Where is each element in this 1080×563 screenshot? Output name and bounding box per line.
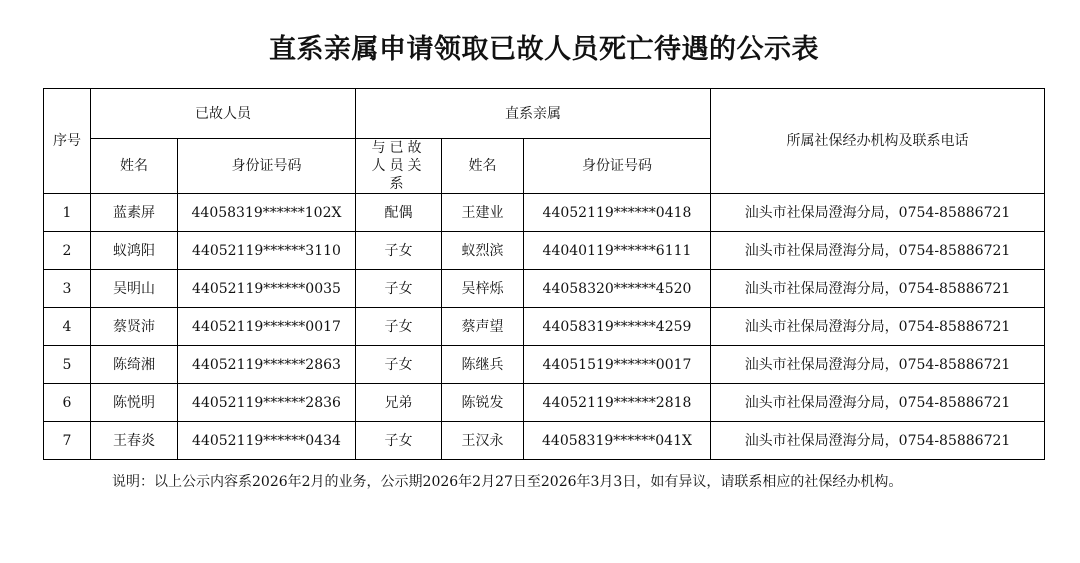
cell-seq: 1	[44, 194, 91, 232]
cell-relative-id: 44052119******2818	[524, 384, 711, 422]
cell-relation: 子女	[356, 308, 442, 346]
cell-deceased-id: 44052119******3110	[178, 232, 356, 270]
cell-relative-name: 陈锐发	[442, 384, 524, 422]
header-row-1	[44, 89, 1045, 139]
cell-agency: 汕头市社保局澄海分局，0754-85886721	[711, 384, 1045, 422]
table-row	[44, 270, 1045, 308]
cell-deceased-id: 44052119******0434	[178, 422, 356, 460]
cell-seq: 4	[44, 308, 91, 346]
cell-relation: 子女	[356, 346, 442, 384]
header-deceased-group: 已故人员	[91, 89, 356, 139]
cell-agency: 汕头市社保局澄海分局，0754-85886721	[711, 346, 1045, 384]
cell-deceased-name: 蓝素屏	[91, 194, 178, 232]
cell-deceased-name: 陈悦明	[91, 384, 178, 422]
table-row	[44, 346, 1045, 384]
cell-relative-name: 蚁烈滨	[442, 232, 524, 270]
cell-relation: 子女	[356, 270, 442, 308]
cell-relative-name: 吴梓烁	[442, 270, 524, 308]
cell-seq: 3	[44, 270, 91, 308]
cell-deceased-id: 44052119******0035	[178, 270, 356, 308]
cell-relative-id: 44051519******0017	[524, 346, 711, 384]
cell-relation: 子女	[356, 232, 442, 270]
table-row	[44, 194, 1045, 232]
cell-relative-id: 44058319******041X	[524, 422, 711, 460]
cell-agency: 汕头市社保局澄海分局，0754-85886721	[711, 422, 1045, 460]
cell-deceased-name: 陈绮湘	[91, 346, 178, 384]
cell-relative-name: 王汉永	[442, 422, 524, 460]
cell-seq: 6	[44, 384, 91, 422]
header-seq: 序号	[44, 89, 91, 194]
cell-deceased-id: 44058319******102X	[178, 194, 356, 232]
cell-relative-id: 44040119******6111	[524, 232, 711, 270]
header-relative-id: 身份证号码	[524, 139, 711, 194]
cell-deceased-name: 吴明山	[91, 270, 178, 308]
header-relative-name: 姓名	[442, 139, 524, 194]
cell-agency: 汕头市社保局澄海分局，0754-85886721	[711, 194, 1045, 232]
table-row	[44, 422, 1045, 460]
cell-agency: 汕头市社保局澄海分局，0754-85886721	[711, 232, 1045, 270]
cell-deceased-name: 王春炎	[91, 422, 178, 460]
header-relation	[356, 139, 442, 194]
header-deceased-name: 姓名	[91, 139, 178, 194]
cell-relation: 子女	[356, 422, 442, 460]
table-row	[44, 308, 1045, 346]
cell-seq: 7	[44, 422, 91, 460]
cell-deceased-name: 蔡贤沛	[91, 308, 178, 346]
cell-relative-id: 44058320******4520	[524, 270, 711, 308]
notice-table	[43, 88, 1045, 460]
table-row	[44, 384, 1045, 422]
cell-relative-id: 44058319******4259	[524, 308, 711, 346]
cell-deceased-id: 44052119******2836	[178, 384, 356, 422]
cell-agency: 汕头市社保局澄海分局，0754-85886721	[711, 308, 1045, 346]
header-deceased-id: 身份证号码	[178, 139, 356, 194]
cell-agency: 汕头市社保局澄海分局，0754-85886721	[711, 270, 1045, 308]
cell-seq: 2	[44, 232, 91, 270]
header-agency: 所属社保经办机构及联系电话	[711, 89, 1045, 194]
table-row	[44, 232, 1045, 270]
cell-seq: 5	[44, 346, 91, 384]
cell-relative-id: 44052119******0418	[524, 194, 711, 232]
cell-deceased-id: 44052119******0017	[178, 308, 356, 346]
header-relation-label: 与已故人员关系	[371, 140, 426, 192]
header-relative-group: 直系亲属	[356, 89, 711, 139]
footnote: 说明：以上公示内容系2026年2月的业务，公示期2026年2月27日至2026年3月3日，如有异议，请联系相应的社保经办机构。	[112, 474, 903, 490]
cell-relation: 配偶	[356, 194, 442, 232]
cell-relation: 兄弟	[356, 384, 442, 422]
page-title: 直系亲属申请领取已故人员死亡待遇的公示表	[269, 34, 819, 65]
cell-relative-name: 王建业	[442, 194, 524, 232]
cell-deceased-id: 44052119******2863	[178, 346, 356, 384]
cell-deceased-name: 蚁鸿阳	[91, 232, 178, 270]
cell-relative-name: 蔡声望	[442, 308, 524, 346]
cell-relative-name: 陈继兵	[442, 346, 524, 384]
